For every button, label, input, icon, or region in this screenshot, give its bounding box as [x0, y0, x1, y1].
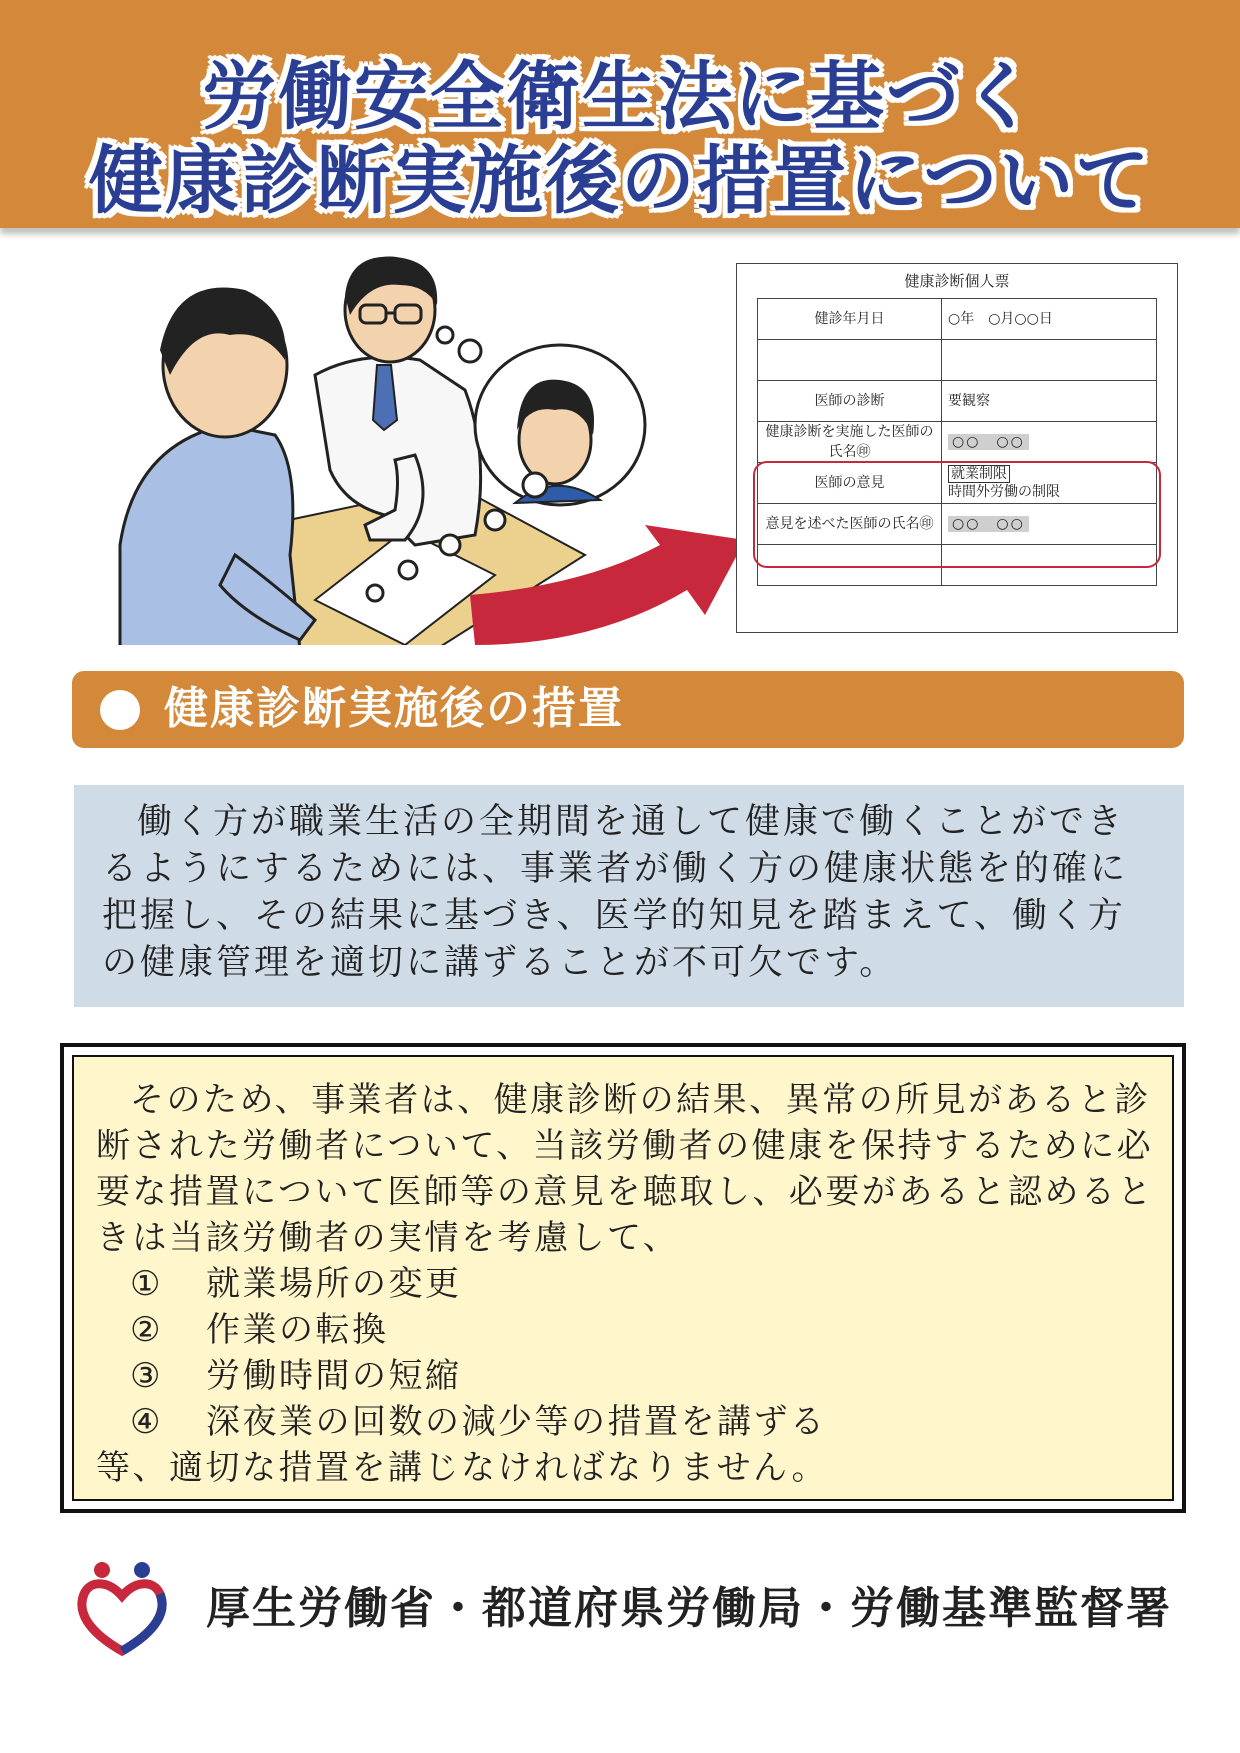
- doctor-consultation-illustration: [115, 255, 745, 645]
- record-label: 健康診断を実施した医師の氏名㊞: [758, 422, 942, 463]
- masked-name: ○○ ○○: [948, 434, 1029, 450]
- record-value-line2: 時間外労働の制限: [948, 484, 1060, 500]
- list-item: ④ 深夜業の回数の減少等の措置を講ずる: [130, 1402, 827, 1442]
- record-label: 医師の意見: [758, 463, 942, 504]
- record-label: 意見を述べた医師の氏名㊞: [758, 504, 942, 545]
- record-label: 医師の診断: [758, 381, 942, 422]
- footer-organization: 厚生労働省・都道府県労働局・労働基準監督署: [206, 1583, 1172, 1634]
- record-value: 要観察: [942, 381, 1157, 422]
- record-label: [758, 340, 942, 381]
- health-record-card: [736, 263, 1178, 633]
- table-row: [758, 340, 1157, 381]
- list-item: ① 就業場所の変更: [130, 1264, 462, 1304]
- list-item: ③ 労働時間の短縮: [130, 1356, 462, 1396]
- table-row: [758, 381, 1157, 422]
- record-label: 健診年月日: [758, 299, 942, 340]
- record-value-line1: 就業制限: [948, 465, 1010, 483]
- measures-box: [60, 1043, 1186, 1513]
- intro-paragraph: 働く方が職業生活の全期間を通して健康で働くことができるようにするためには、事業者が働く方の健康状態を的確に把握し、その結果に基づき、医学的知見を踏まえて、働く方の健康管理を適切に講ずることが不可欠です。: [102, 802, 1129, 983]
- highlight-outline: [753, 461, 1161, 568]
- thought-bubble-small-icon: [437, 327, 453, 343]
- ministry-logo: [72, 1556, 172, 1656]
- measures-lead: そのため、事業者は、健康診断の結果、異常の所見があると診断された労働者について、当該労働者の健康を保持するために必要な措置について医師等の意見を聴取し、必要があると認めるときは当該労働者の実情を考慮して、: [96, 1080, 1154, 1258]
- record-value: ○年 ○月○○日: [942, 299, 1157, 340]
- intro-box: [74, 785, 1184, 1007]
- title-line-2: 健康診断実施後の措置について: [88, 138, 1152, 224]
- list-item: ② 作業の転換: [130, 1310, 389, 1350]
- section-heading-bar: [72, 671, 1184, 748]
- record-value: [942, 340, 1157, 381]
- table-row: [758, 422, 1157, 463]
- measures-closing: 等、適切な措置を講じなければなりません。: [96, 1448, 829, 1488]
- table-row: [758, 299, 1157, 340]
- bullet-circle-icon: [100, 690, 140, 730]
- masked-name: ○○ ○○: [948, 516, 1029, 532]
- header-banner: [0, 0, 1240, 228]
- record-card-title: 健康診断個人票: [904, 272, 1010, 290]
- title-line-1: 労働安全衛生法に基づく: [202, 54, 1038, 140]
- section-title: 健康診断実施後の措置: [164, 683, 624, 734]
